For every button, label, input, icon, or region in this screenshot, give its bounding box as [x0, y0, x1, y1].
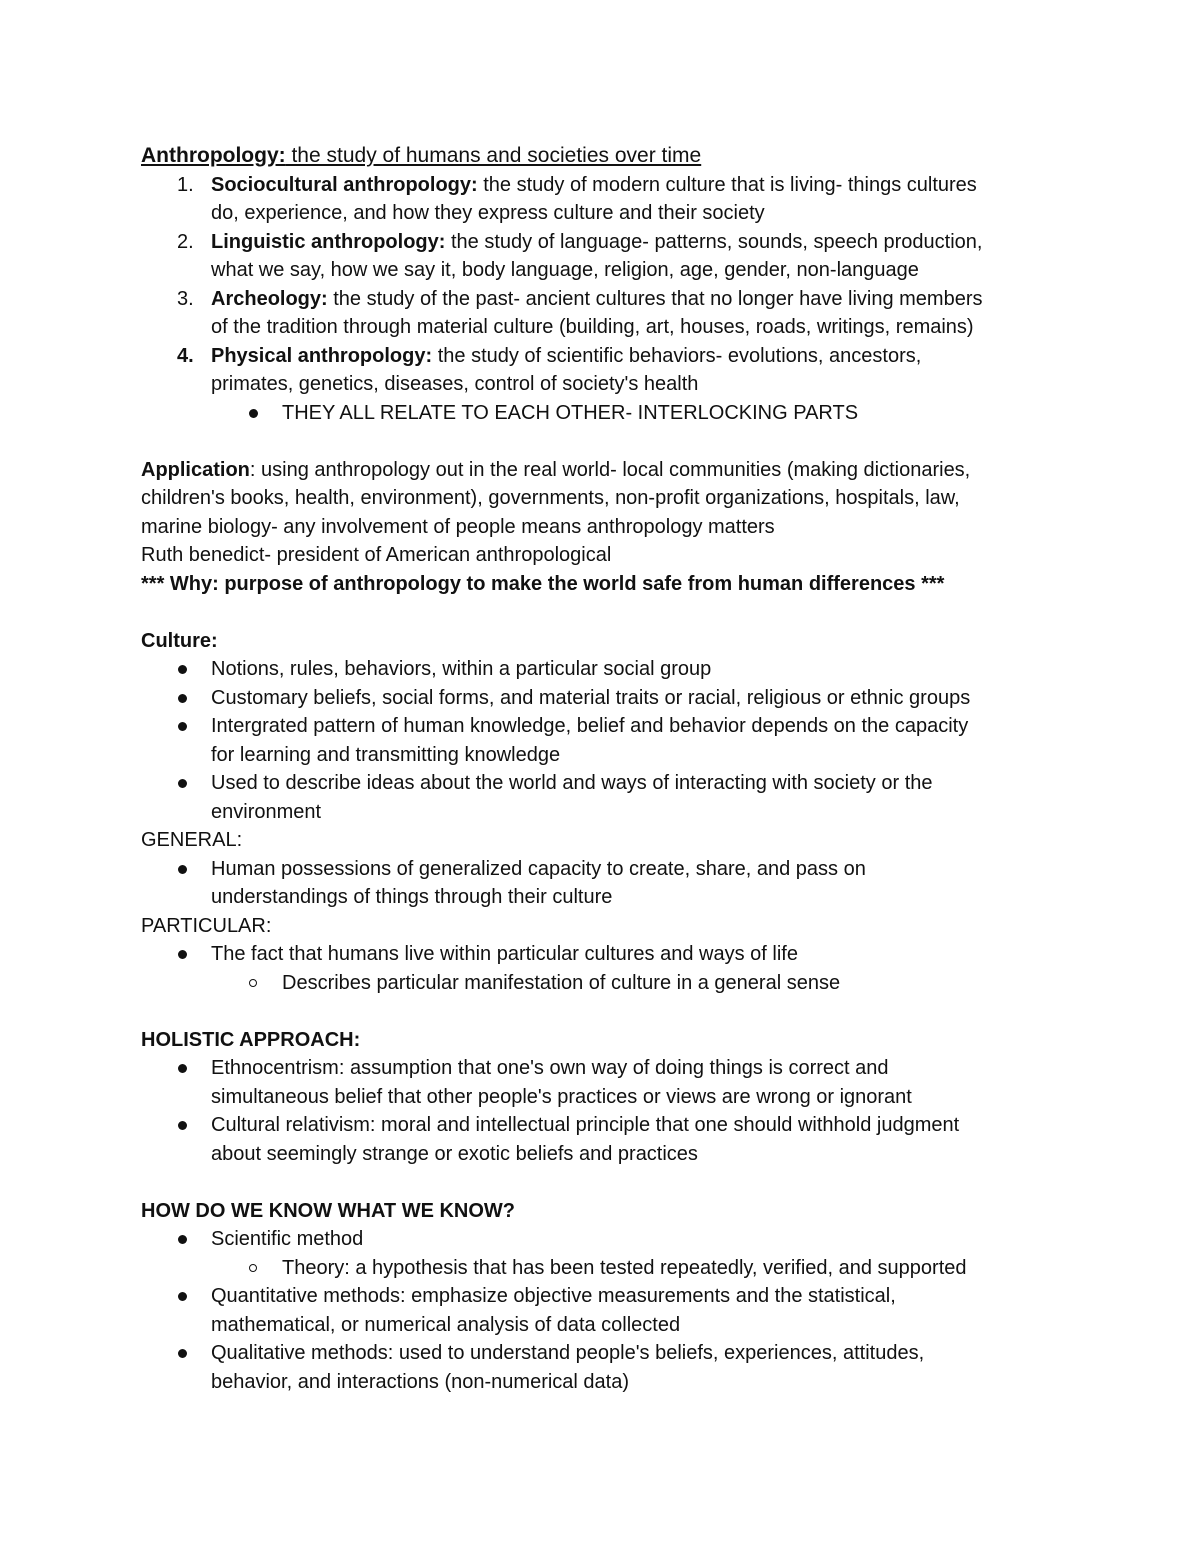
anthropology-term: Anthropology:	[141, 144, 286, 167]
item-term: Archeology:	[211, 287, 328, 310]
bullet-text: about seemingly strange or exotic beliefs and practices	[211, 1142, 698, 1165]
bullet-circle-icon	[249, 979, 257, 987]
list-item	[141, 940, 1061, 969]
bullet-dot-icon	[178, 865, 187, 874]
spacer	[141, 427, 1061, 456]
item-text: the study of scientific behaviors- evolutions, ancestors,	[432, 344, 922, 367]
spacer	[141, 598, 1061, 627]
application-paragraph	[141, 456, 1061, 485]
sub-list-item	[141, 1254, 1061, 1283]
list-item	[141, 1282, 1061, 1339]
bullet-text: Quantitative methods: emphasize objective measurements and the statistical,	[211, 1285, 896, 1307]
list-item	[141, 1225, 1061, 1254]
item-number: 4.	[177, 344, 194, 367]
numbered-item-physical	[141, 342, 1061, 399]
item-number: 3.	[177, 287, 194, 310]
application-term: Application	[141, 458, 250, 481]
bullet-circle-icon	[249, 1264, 257, 1272]
item-number: 2.	[177, 230, 194, 253]
bullet-text: Intergrated pattern of human knowledge, belief and behavior depends on the capacity	[211, 715, 969, 737]
item-term: Linguistic anthropology:	[211, 230, 446, 253]
bullet-dot-icon	[178, 950, 187, 959]
bullet-text: THEY ALL RELATE TO EACH OTHER- INTERLOCKING PARTS	[282, 401, 859, 424]
bullet-dot-icon	[178, 665, 187, 674]
bullet-text: Customary beliefs, social forms, and material traits or racial, religious or ethnic groups	[211, 686, 971, 709]
bullet-dot-icon	[178, 694, 187, 703]
holistic-heading: HOLISTIC APPROACH:	[141, 1028, 361, 1051]
item-text: of the tradition through material culture (building, art, houses, roads, writings, remains)	[211, 316, 974, 338]
bullet-text: behavior, and interactions (non-numerical data)	[211, 1370, 630, 1393]
list-item	[141, 1111, 1061, 1168]
list-item	[141, 1054, 1061, 1111]
bullet-text: Ethnocentrism: assumption that one's own way of doing things is correct and	[211, 1057, 889, 1079]
bullet-dot-icon	[178, 1235, 187, 1244]
bullet-dot-icon	[178, 1292, 187, 1301]
numbered-item-archeology	[141, 285, 1061, 342]
particular-label: PARTICULAR:	[141, 914, 272, 937]
item-text: the study of modern culture that is living- things cultures	[477, 173, 977, 196]
culture-heading: Culture:	[141, 629, 218, 652]
bullet-dot-icon	[178, 722, 187, 731]
bullet-text: The fact that humans live within particular cultures and ways of life	[211, 943, 798, 965]
numbered-item-linguistic	[141, 228, 1061, 285]
item-term: Sociocultural anthropology:	[211, 173, 478, 196]
item-text: the study of language- patterns, sounds, speech production,	[445, 230, 983, 253]
item-text: primates, genetics, diseases, control of society's health	[211, 373, 699, 395]
bullet-text: Describes particular manifestation of culture in a general sense	[282, 971, 841, 994]
bullet-text: mathematical, or numerical analysis of data collected	[211, 1313, 681, 1336]
anthropology-definition: the study of humans and societies over time	[285, 144, 702, 167]
bullet-dot-icon	[178, 1064, 187, 1073]
bullet-text: Cultural relativism: moral and intellectual principle that one should withhold judgment	[211, 1114, 960, 1136]
item-text: the study of the past- ancient cultures that no longer have living members	[327, 287, 983, 310]
list-item	[141, 855, 1061, 912]
application-text: marine biology- any involvement of people means anthropology matters	[141, 515, 775, 538]
list-item	[141, 712, 1061, 769]
bullet-text: understandings of things through their culture	[211, 886, 613, 908]
bullet-text: for learning and transmitting knowledge	[211, 743, 561, 766]
sub-list-item	[141, 969, 1061, 998]
how-know-heading: HOW DO WE KNOW WHAT WE KNOW?	[141, 1199, 516, 1222]
bullet-text: Used to describe ideas about the world and ways of interacting with society or the	[211, 772, 933, 794]
bullet-text: environment	[211, 800, 322, 823]
item-text: do, experience, and how they express culture and their society	[211, 202, 765, 224]
bullet-text: Qualitative methods: used to understand people's beliefs, experiences, attitudes,	[211, 1342, 925, 1364]
spacer	[141, 1168, 1061, 1197]
item-text: what we say, how we say it, body language, religion, age, gender, non-language	[211, 259, 919, 281]
application-text: : using anthropology out in the real world- local communities (making dictionaries,	[249, 458, 971, 481]
list-item	[141, 769, 1061, 826]
bullet-dot-icon	[249, 409, 258, 418]
sub-bullet-interlocking	[141, 399, 1061, 428]
why-statement: *** Why: purpose of anthropology to make the world safe from human differences ***	[141, 572, 945, 595]
list-item	[141, 684, 1061, 713]
bullet-dot-icon	[178, 1349, 187, 1358]
bullet-text: Notions, rules, behaviors, within a particular social group	[211, 658, 712, 680]
anthropology-heading	[141, 142, 1061, 171]
ruth-benedict-line: Ruth benedict- president of American anthropological	[141, 544, 612, 566]
spacer	[141, 997, 1061, 1026]
item-term: Physical anthropology:	[211, 344, 433, 367]
item-number: 1.	[177, 173, 194, 196]
application-text: children's books, health, environment), governments, non-profit organizations, hospitals, law,	[141, 487, 960, 509]
bullet-dot-icon	[178, 1121, 187, 1130]
bullet-text: Theory: a hypothesis that has been tested repeatedly, verified, and supported	[282, 1256, 967, 1279]
general-label: GENERAL:	[141, 829, 243, 851]
list-item	[141, 1339, 1061, 1396]
bullet-text: simultaneous belief that other people's practices or views are wrong or ignorant	[211, 1085, 912, 1108]
numbered-item-sociocultural	[141, 171, 1061, 228]
bullet-text: Human possessions of generalized capacity to create, share, and pass on	[211, 857, 866, 880]
list-item	[141, 655, 1061, 684]
bullet-text: Scientific method	[211, 1228, 364, 1250]
document-body	[141, 142, 1061, 1396]
bullet-dot-icon	[178, 779, 187, 788]
